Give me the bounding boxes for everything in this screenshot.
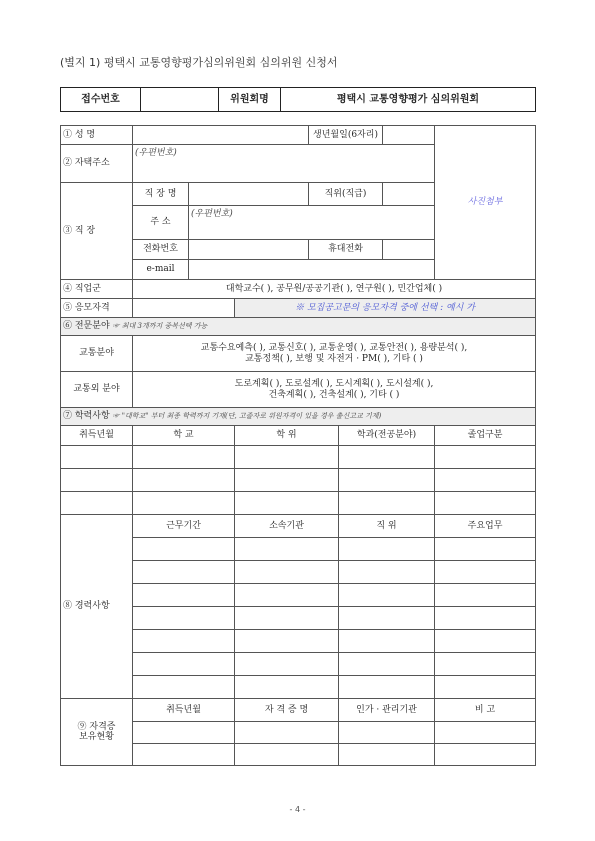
email-label: e-mail (133, 260, 189, 280)
name-label: ① 성 명 (61, 126, 133, 145)
license-label-line-1: ⑨ 자격증 (77, 721, 116, 732)
nontraffic-options[interactable] (133, 372, 536, 408)
edu-col-school: 학 교 (133, 426, 235, 446)
email-field[interactable] (189, 260, 435, 280)
table-row (61, 722, 536, 744)
qualification-label: ⑤ 응모자격 (61, 299, 133, 318)
expertise-label: ⑥ 전문분야 (63, 321, 110, 332)
traffic-label: 교통분야 (61, 336, 133, 372)
table-row (61, 744, 536, 766)
receipt-no-field[interactable] (141, 88, 219, 112)
edu-col-date: 취득년월 (61, 426, 133, 446)
table-row (61, 584, 536, 607)
form-title: (별지 1) 평택시 교통영향평가심의위원회 심의위원 신청서 (60, 56, 338, 69)
table-row (61, 538, 536, 561)
education-note: ☞ "대학교" 부터 최종 학력까지 기재(단, 고졸자로 위원자격이 있을 경우 출신고교 기재) (112, 412, 382, 421)
page-number: - 4 - (289, 805, 306, 814)
phone-label: 전화번호 (133, 240, 189, 260)
license-label (61, 699, 133, 766)
address-label: ② 자택주소 (61, 145, 133, 183)
license-col-name: 자 격 증 명 (235, 699, 339, 722)
table-row (61, 492, 536, 515)
license-col-issuer: 인가 · 관리기관 (339, 699, 435, 722)
table-row (61, 469, 536, 492)
occupation-label: ④ 직업군 (61, 280, 133, 299)
work-address-label: 주 소 (133, 206, 189, 240)
edu-col-major: 학과(전공분야) (339, 426, 435, 446)
workplace-label: 직 장 명 (133, 183, 189, 206)
nontraffic-line-2: 건축계획( ), 건축설계( ), 기타 ( ) (268, 389, 400, 400)
qualification-hint: ※ 모집공고문의 응모자격 중에 선택 : 예시 가 (235, 299, 536, 318)
education-header (61, 408, 536, 426)
education-label: ⑦ 학력사항 (63, 411, 110, 422)
receipt-no-label: 접수번호 (61, 88, 141, 112)
career-col-position: 직 위 (339, 515, 435, 538)
occupation-options[interactable]: 대학교수( ), 공무원/공공기관( ), 연구원( ), 민간업체( ) (133, 280, 536, 299)
career-col-duty: 주요업무 (435, 515, 536, 538)
birth-label: 생년월일(6자리) (309, 126, 383, 145)
edu-col-degree: 학 위 (235, 426, 339, 446)
table-row (61, 630, 536, 653)
expertise-note: ☞ 최대 3개까지 중복선택 가능 (112, 322, 208, 331)
committee-label: 위원회명 (219, 88, 281, 112)
traffic-options[interactable] (133, 336, 536, 372)
photo-box[interactable]: 사진첨부 (435, 126, 536, 280)
workplace-field[interactable] (189, 183, 309, 206)
traffic-line-2: 교통정책( ), 보행 및 자전거 · PM( ), 기타 ( ) (245, 353, 423, 364)
mobile-label: 휴대전화 (309, 240, 383, 260)
phone-field[interactable] (189, 240, 309, 260)
table-row (61, 607, 536, 630)
expertise-header (61, 318, 536, 336)
nontraffic-label: 교통외 분야 (61, 372, 133, 408)
address-field[interactable] (133, 145, 435, 183)
license-col-note: 비 고 (435, 699, 536, 722)
table-row (61, 676, 536, 699)
committee-name: 평택시 교통영향평가 심의위원회 (281, 88, 536, 112)
traffic-line-1: 교통수요예측( ), 교통신호( ), 교통운영( ), 교통안전( ), 용량분석( ), (200, 343, 468, 354)
nontraffic-line-1: 도로계획( ), 도로설계( ), 도시계획( ), 도시설계( ), (234, 379, 434, 390)
postal-hint: (우편번호) (135, 148, 177, 158)
position-label: 직위(직급) (309, 183, 383, 206)
work-address-field[interactable] (189, 206, 435, 240)
table-row (61, 561, 536, 584)
table-row (61, 653, 536, 676)
birth-field[interactable] (383, 126, 435, 145)
license-label-line-2: 보유현황 (79, 732, 114, 742)
position-field[interactable] (383, 183, 435, 206)
license-col-date: 취득년월 (133, 699, 235, 722)
name-field[interactable] (133, 126, 309, 145)
career-col-period: 근무기간 (133, 515, 235, 538)
qualification-field[interactable] (133, 299, 235, 318)
edu-col-graduation: 졸업구분 (435, 426, 536, 446)
receipt-table (60, 87, 536, 112)
mobile-field[interactable] (383, 240, 435, 260)
career-col-org: 소속기관 (235, 515, 339, 538)
table-row (61, 446, 536, 469)
application-form-table (60, 125, 536, 766)
career-label: ⑧ 경력사항 (61, 515, 133, 699)
work-postal-hint: (우편번호) (191, 209, 233, 219)
work-label: ③ 직 장 (61, 183, 133, 280)
